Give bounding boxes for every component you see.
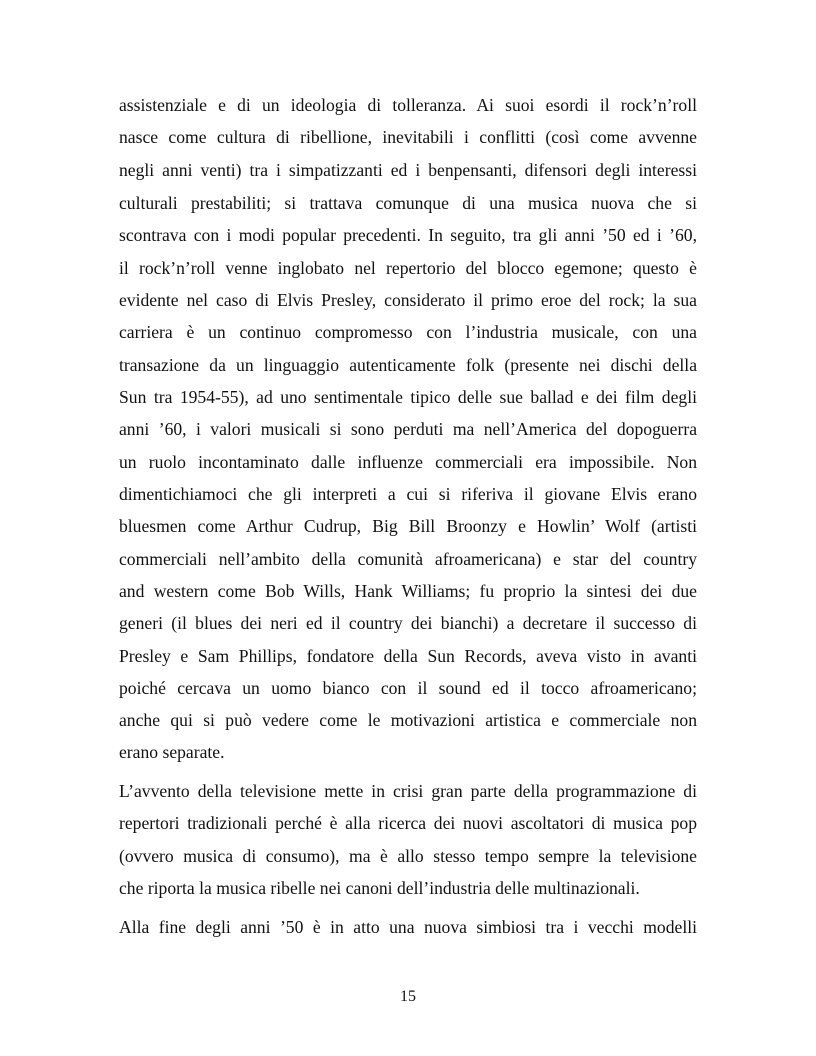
text-line: and western come Bob Wills, Hank Williams; fu proprio la sintesi dei due (119, 581, 697, 601)
text-line: che riporta la musica ribelle nei canoni dell’industria delle multinazionali. (119, 878, 640, 898)
text-line: un ruolo incontaminato dalle influenze commerciali era impossibile. Non (119, 452, 697, 472)
text-line: anche qui si può vedere come le motivazioni artistica e commerciale non (119, 710, 697, 730)
text-line: culturali prestabiliti; si trattava comunque di una musica nuova che si (119, 193, 697, 213)
text-line: assistenziale e di un ideologia di tolleranza. Ai suoi esordi il rock’n’roll (119, 95, 697, 115)
text-line: generi (il blues dei neri ed il country dei bianchi) a decretare il successo di (119, 613, 697, 633)
text-line: (ovvero musica di consumo), ma è allo stesso tempo sempre la televisione (119, 846, 697, 866)
text-line: nasce come cultura di ribellione, inevitabili i conflitti (così come avvenne (119, 127, 697, 147)
text-line: Alla fine degli anni ’50 è in atto una nuova simbiosi tra i vecchi modelli (119, 917, 697, 937)
text-line: transazione da un linguaggio autenticamente folk (presente nei dischi della (119, 355, 697, 375)
text-line: L’avvento della televisione mette in crisi gran parte della programmazione di (119, 781, 697, 801)
text-line: negli anni venti) tra i simpatizzanti ed i benpensanti, difensori degli interessi (119, 160, 697, 180)
text-line: poiché cercava un uomo bianco con il sound ed il tocco afroamericano; (119, 678, 697, 698)
text-line: anni ’60, i valori musicali si sono perduti ma nell’America del dopoguerra (119, 419, 697, 439)
page-number: 15 (400, 988, 416, 1005)
text-line: carriera è un continuo compromesso con l’industria musicale, con una (119, 322, 697, 342)
text-line: commerciali nell’ambito della comunità afroamericana) e star del country (119, 549, 697, 569)
text-line: dimentichiamoci che gli interpreti a cui si riferiva il giovane Elvis erano (119, 484, 697, 504)
text-line: repertori tradizionali perché è alla ricerca dei nuovi ascoltatori di musica pop (119, 813, 697, 833)
text-line: Presley e Sam Phillips, fondatore della Sun Records, aveva visto in avanti (119, 646, 697, 666)
text-line: evidente nel caso di Elvis Presley, considerato il primo eroe del rock; la sua (119, 290, 697, 310)
text-line: scontrava con i modi popular precedenti. In seguito, tra gli anni ’50 ed i ’60, (119, 225, 697, 245)
text-line: il rock’n’roll venne inglobato nel repertorio del blocco egemone; questo è (119, 258, 697, 278)
text-line: Sun tra 1954-55), ad uno sentimentale tipico delle sue ballad e dei film degli (119, 387, 697, 407)
text-line: bluesmen come Arthur Cudrup, Big Bill Broonzy e Howlin’ Wolf (artisti (119, 516, 697, 536)
text-line: erano separate. (119, 742, 225, 762)
